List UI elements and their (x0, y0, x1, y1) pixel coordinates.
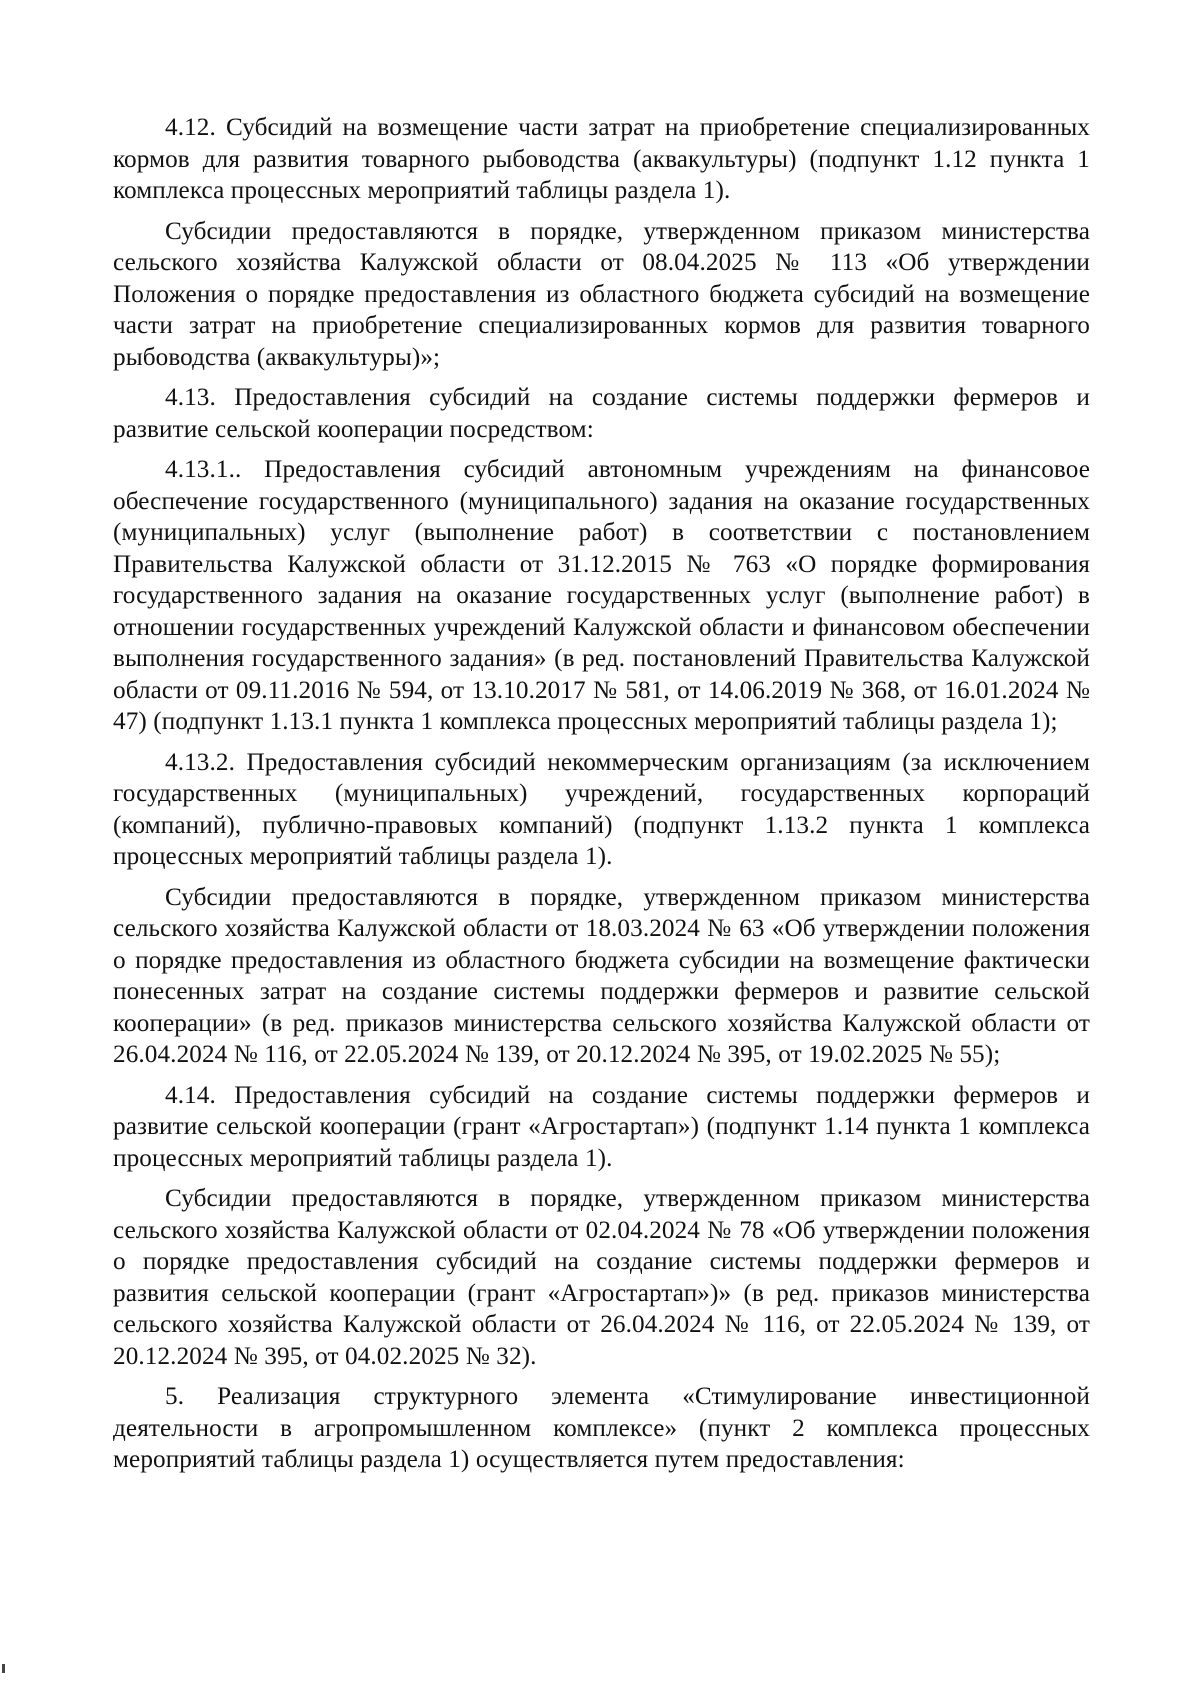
paragraph-4-13-1: 4.13.1.. Предоставления субсидий автономным учреждениям на финансовое обеспечение государственного (муниципального) задания на оказание государственных (муниципальных) услуг (выполнение работ) в соответствии с постановлением Правительства Калужской области от 31.12.2015 № 763 «О порядке формирования государственного задания на оказание государственных услуг (выполнение работ) в отношении государственных учреждений Калужской области и финансовом обеспечении выполнения государственного задания» (в ред. постановлений Правительства Калужской области от 09.11.2016 № 594, от 13.10.2017 № 581, от 14.06.2019 № 368, от 16.01.2024 № 47) (подпункт 1.13.1 пункта 1 комплекса процессных мероприятий таблицы раздела 1); (113, 456, 1090, 735)
paragraph-5: 5. Реализация структурного элемента «Стимулирование инвестиционной деятельности в агропромышленном комплексе» (пункт 2 комплекса процессных мероприятий таблицы раздела 1) осуществляется путем предоставления: (113, 1383, 1090, 1473)
document-body (113, 112, 1090, 1485)
paragraph-4-14-order: Субсидии предоставляются в порядке, утвержденном приказом министерства сельского хозяйства Калужской области от 02.04.2024 № 78 «Об утверждении положения о порядке предоставления субсидий на создание системы поддержки фермеров и развития сельской кооперации (грант «Агростартап»)» (в ред. приказов министерства сельского хозяйства Калужской области от 26.04.2024 № 116, от 22.05.2024 № 139, от 20.12.2024 № 395, от 04.02.2025 № 32). (113, 1185, 1090, 1370)
paragraph-4-12: 4.12. Субсидий на возмещение части затрат на приобретение специализированных кормов для развития товарного рыбоводства (аквакультуры) (подпункт 1.12 пункта 1 комплекса процессных мероприятий таблицы раздела 1). (113, 114, 1090, 204)
paragraph-4-13: 4.13. Предоставления субсидий на создание системы поддержки фермеров и развитие сельской кооперации посредством: (113, 384, 1090, 443)
scan-artifact-mark (2, 1664, 5, 1673)
paragraph-4-13-2-order: Субсидии предоставляются в порядке, утвержденном приказом министерства сельского хозяйства Калужской области от 18.03.2024 № 63 «Об утверждении положения о порядке предоставления из областного бюджета субсидии на возмещение фактически понесенных затрат на создание системы поддержки фермеров и развитие сельской кооперации» (в ред. приказов министерства сельского хозяйства Калужской области от 26.04.2024 № 116, от 22.05.2024 № 139, от 20.12.2024 № 395, от 19.02.2025 № 55); (113, 883, 1090, 1068)
paragraph-4-12-order: Субсидии предоставляются в порядке, утвержденном приказом министерства сельского хозяйства Калужской области от 08.04.2025 № 113 «Об утверждении Положения о порядке предоставления из областного бюджета субсидий на возмещение части затрат на приобретение специализированных кормов для развития товарного рыбоводства (аквакультуры)»; (113, 217, 1090, 371)
paragraph-4-13-2: 4.13.2. Предоставления субсидий некоммерческим организациям (за исключением государственных (муниципальных) учреждений, государственных корпораций (компаний), публично-правовых компаний) (подпункт 1.13.2 пункта 1 комплекса процессных мероприятий таблицы раздела 1). (113, 748, 1090, 870)
paragraph-4-14: 4.14. Предоставления субсидий на создание системы поддержки фермеров и развитие сельской кооперации (грант «Агростартап») (подпункт 1.14 пункта 1 комплекса процессных мероприятий таблицы раздела 1). (113, 1081, 1090, 1172)
